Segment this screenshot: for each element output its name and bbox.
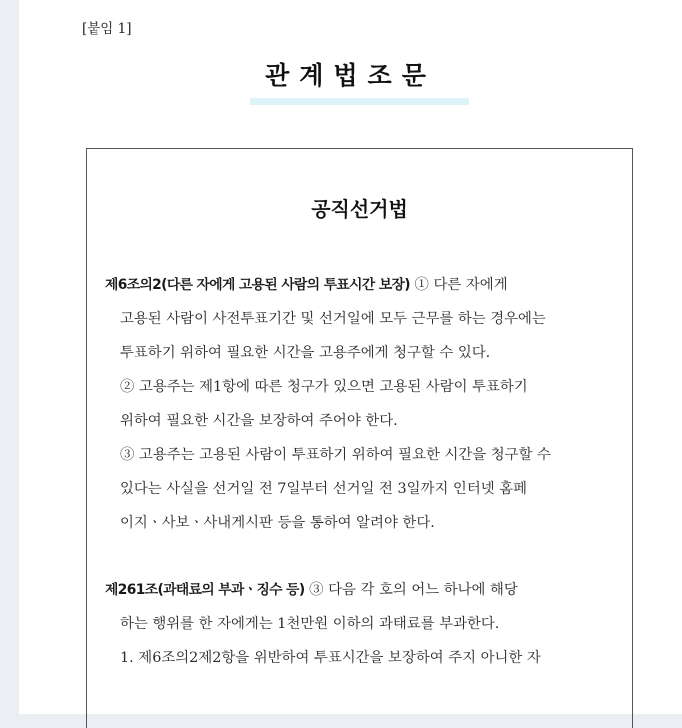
- article-first-line: [105, 273, 508, 294]
- article-heading: 제261조(과태료의 부과ㆍ징수 등): [105, 582, 305, 598]
- article-line: ③ 고용주는 고용된 사람이 투표하기 위하여 필요한 시간을 청구할 수: [120, 447, 551, 463]
- article-line: ② 고용주는 제1항에 따른 청구가 있으면 고용된 사람이 투표하기: [120, 379, 528, 395]
- document-page: [19, 0, 682, 714]
- article-heading: 제6조의2(다른 자에게 고용된 사람의 투표시간 보장): [105, 277, 410, 293]
- article-line: 1. 제6조의2제2항을 위반하여 투표시간을 보장하여 주지 아니한 자: [120, 650, 541, 666]
- article-line: 하는 행위를 한 자에게는 1천만원 이하의 과태료를 부과한다.: [120, 616, 500, 632]
- article-line: 있다는 사실을 선거일 전 7일부터 선거일 전 3일까지 인터넷 홈페: [120, 481, 528, 497]
- page-title: 관계법조문: [265, 61, 436, 90]
- attachment-label: [붙임 1]: [82, 21, 132, 37]
- article-text: ③ 다음 각 호의 어느 하나에 해당: [304, 582, 518, 598]
- article-text: ① 다른 자에게: [409, 277, 508, 293]
- article-line: 이지ㆍ사보ㆍ사내게시판 등을 통하여 알려야 한다.: [120, 515, 435, 531]
- article-first-line: [105, 578, 518, 599]
- law-name: 공직선거법: [311, 197, 408, 221]
- article-line: 위하여 필요한 시간을 보장하여 주어야 한다.: [120, 413, 398, 429]
- law-text-box: [86, 148, 633, 728]
- article-line: 투표하기 위하여 필요한 시간을 고용주에게 청구할 수 있다.: [120, 345, 491, 361]
- title-highlight: [250, 98, 469, 105]
- article-line: 고용된 사람이 사전투표기간 및 선거일에 모두 근무를 하는 경우에는: [120, 311, 546, 327]
